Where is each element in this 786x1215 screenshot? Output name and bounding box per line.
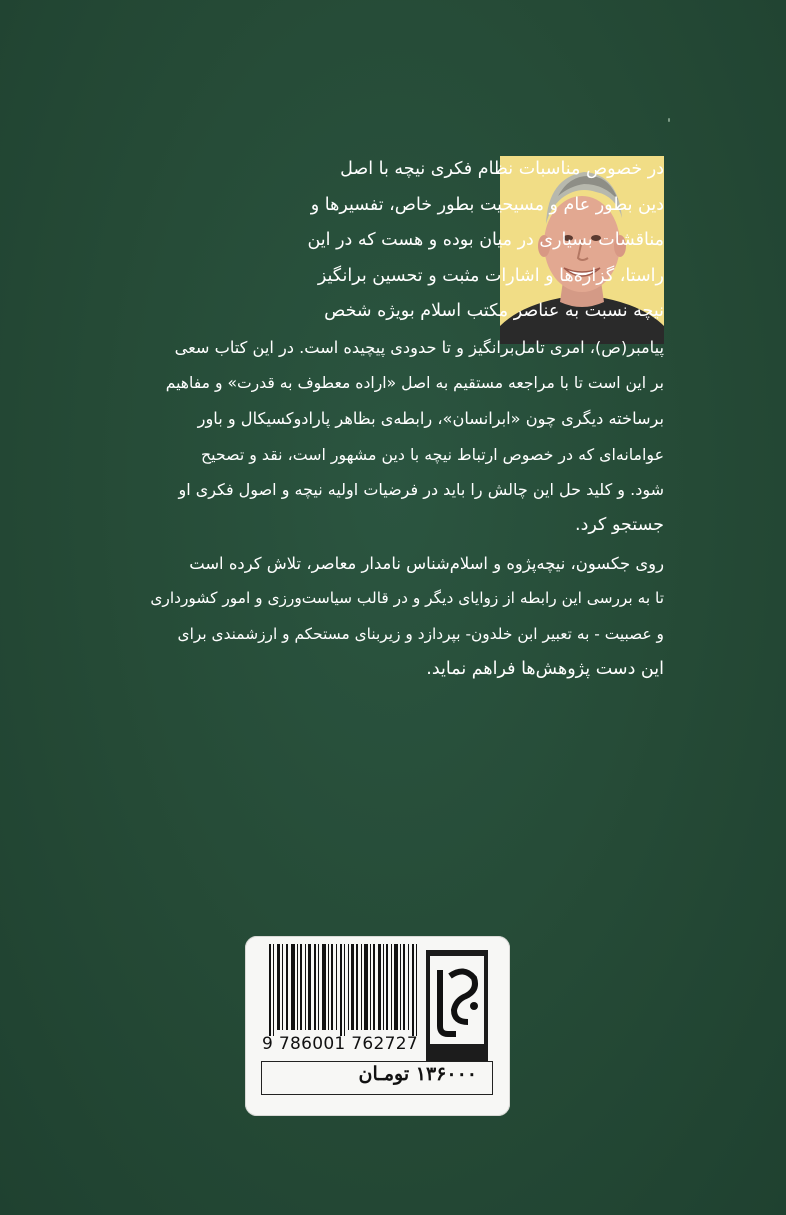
text-line: برساخته دیگری چون «ابرانسان»، رابطه‌ی بظاهر پارادوکسیکال و باور: [197, 409, 664, 429]
isbn-number: 9 786001 762727: [262, 1034, 418, 1054]
text-line: بر این است تا با مراجعه مستقیم به اصل «اراده معطوف به قدرت» و مفاهیم: [165, 373, 664, 392]
text-line: نیچه نسبت به عناصر مکتب اسلام بویژه شخص: [324, 301, 664, 322]
text-line: در خصوص مناسبات نظام فکری نیچه با اصل: [340, 159, 664, 179]
text-line: عوامانه‌ای که در خصوص ارتباط نیچه با دین مشهور است، نقد و تصحیح: [200, 444, 664, 464]
text-line: پیامبر(ص)، امری تامل‌برانگیز و تا حدودی پیچیده است. در این کتاب سعی: [174, 337, 664, 357]
text-line: روی جکسون، نیچه‌پژوه و اسلام‌شناس نامدار معاصر، تلاش کرده است: [189, 553, 664, 573]
description-paragraph-1: [94, 152, 664, 544]
text-line: تا به بررسی این رابطه از زوایای دیگر و در قالب سیاست‌ورزی و امور کشورداری: [150, 589, 664, 608]
description-paragraph-2: [94, 546, 664, 688]
publisher-logo-frame: [430, 956, 484, 1044]
book-description: [94, 152, 664, 688]
text-line: راستا، گزاره‌ها و اشارات مثبت و تحسین برانگیز: [317, 265, 664, 286]
barcode-price-sticker: [245, 936, 510, 1116]
text-line: جستجو کرد.: [575, 514, 664, 535]
print-speck: [668, 118, 670, 122]
text-line: این دست پژوهش‌ها فراهم نماید.: [426, 659, 664, 680]
barcode: [265, 940, 423, 1040]
price-box: [261, 1061, 493, 1095]
text-line: دین بطور عام و مسیحیت بطور خاص، تفسیرها و: [310, 194, 664, 215]
text-line: مناقشات بسیاری در میان بوده و هست که در این: [307, 230, 664, 251]
price-label: ۱۳۶۰۰۰ تومـان: [358, 1063, 477, 1085]
text-line: و عصبیت - به تعبیر ابن خلدون- بپردازد و زیربنای مستحکم و ارزشمندی برای: [177, 624, 664, 643]
text-line: شود. و کلید حل این چالش را باید در فرضیات اولیه نیچه و اصول فکری او: [178, 480, 664, 500]
